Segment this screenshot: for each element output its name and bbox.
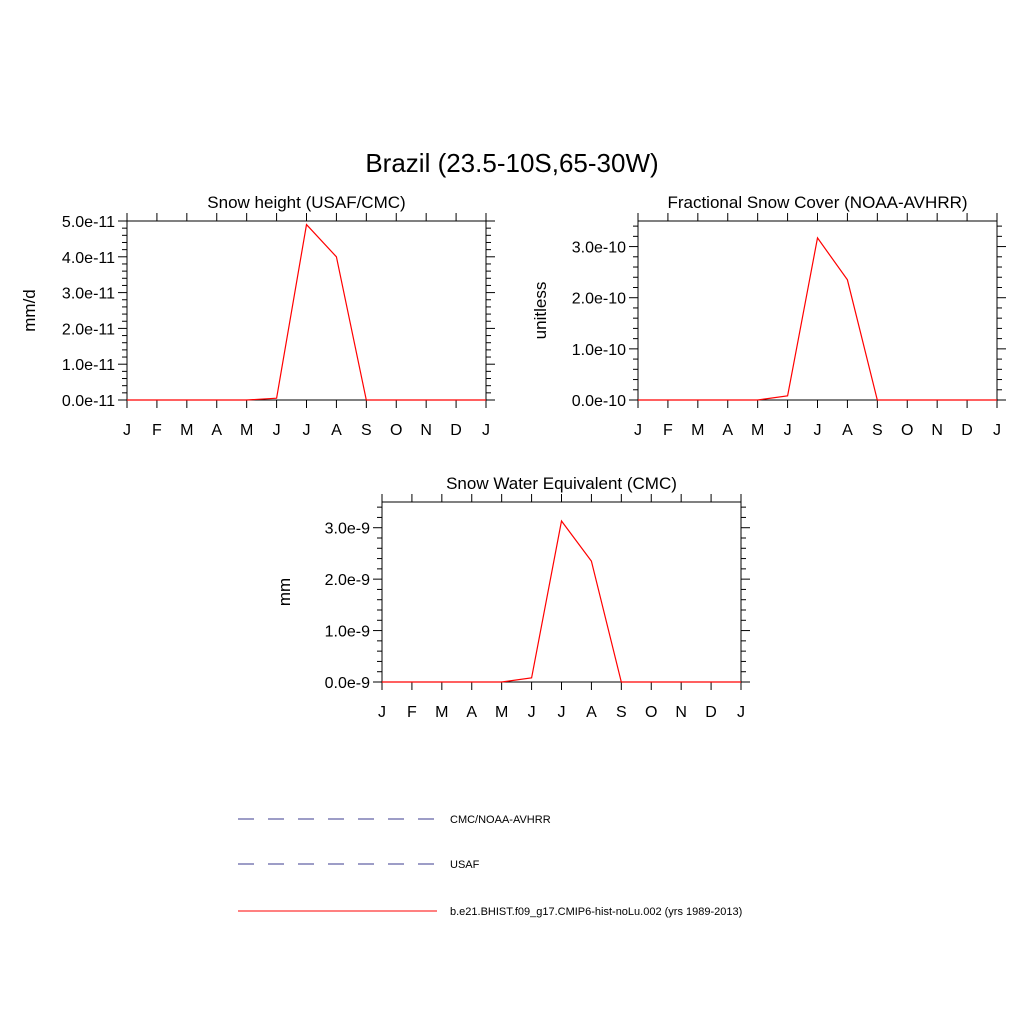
figure-title: Brazil (23.5-10S,65-30W) [365,148,658,178]
x-tick-label: A [722,422,733,439]
x-tick-label: F [152,422,162,439]
x-tick-label: J [303,422,311,439]
y-tick-label: 1.0e-9 [325,624,370,641]
x-tick-label: J [634,422,642,439]
plot-frame [127,221,486,400]
x-tick-label: A [211,422,222,439]
chart-panel-2 [531,193,1006,439]
x-tick-label: N [675,704,687,721]
x-tick-label: J [273,422,281,439]
legend-label: USAF [450,859,480,871]
x-tick-label: O [390,422,402,439]
x-tick-label: M [435,704,448,721]
y-axis-label: unitless [531,282,550,340]
x-tick-label: F [663,422,673,439]
x-tick-label: J [558,704,566,721]
x-tick-label: S [872,422,883,439]
legend-entry [238,859,480,871]
x-tick-label: J [814,422,822,439]
chart-title: Fractional Snow Cover (NOAA-AVHRR) [667,193,967,212]
x-tick-label: J [528,704,536,721]
x-tick-label: M [691,422,704,439]
x-tick-label: S [616,704,627,721]
x-tick-label: J [737,704,745,721]
series-line [127,225,486,400]
legend-label: b.e21.BHIST.f09_g17.CMIP6-hist-noLu.002 (yrs 1989-2013) [450,906,742,918]
y-tick-label: 1.0e-10 [572,342,626,359]
x-tick-label: A [331,422,342,439]
y-tick-label: 0.0e-9 [325,675,370,692]
plot-frame [382,502,741,682]
chart-panel-1 [20,193,495,439]
x-tick-label: A [466,704,477,721]
y-axis-label: mm [275,578,294,606]
chart-title: Snow height (USAF/CMC) [207,193,405,212]
y-tick-label: 2.0e-10 [572,291,626,308]
legend-label: CMC/NOAA-AVHRR [450,814,551,826]
x-tick-label: A [842,422,853,439]
x-tick-label: M [495,704,508,721]
y-tick-label: 0.0e-11 [62,393,115,410]
y-tick-label: 1.0e-11 [62,357,115,374]
x-tick-label: D [450,422,462,439]
x-tick-label: N [420,422,432,439]
y-tick-label: 3.0e-9 [325,521,370,538]
y-tick-label: 4.0e-11 [62,250,115,267]
y-tick-label: 0.0e-10 [572,393,626,410]
y-tick-label: 5.0e-11 [62,214,115,231]
x-tick-label: N [931,422,943,439]
x-tick-label: F [407,704,417,721]
series-line [382,521,741,682]
y-tick-label: 3.0e-11 [62,286,115,303]
x-tick-label: O [901,422,913,439]
legend-entry [238,814,551,826]
x-tick-label: J [784,422,792,439]
chart-title: Snow Water Equivalent (CMC) [446,474,677,493]
x-tick-label: D [705,704,717,721]
x-tick-label: M [240,422,253,439]
y-axis-label: mm/d [20,289,39,332]
x-tick-label: J [378,704,386,721]
plot-frame [638,221,997,400]
y-tick-label: 2.0e-9 [325,572,370,589]
x-tick-label: O [645,704,657,721]
x-tick-label: J [993,422,1001,439]
x-tick-label: S [361,422,372,439]
y-tick-label: 3.0e-10 [572,240,626,257]
legend [238,814,742,918]
x-tick-label: D [961,422,973,439]
x-tick-label: M [180,422,193,439]
series-line [638,238,997,400]
legend-entry [238,906,742,918]
chart-panels [20,193,1006,721]
x-tick-label: A [586,704,597,721]
x-tick-label: J [123,422,131,439]
x-tick-label: J [482,422,490,439]
y-tick-label: 2.0e-11 [62,321,115,338]
x-tick-label: M [751,422,764,439]
chart-panel-3 [275,474,750,721]
